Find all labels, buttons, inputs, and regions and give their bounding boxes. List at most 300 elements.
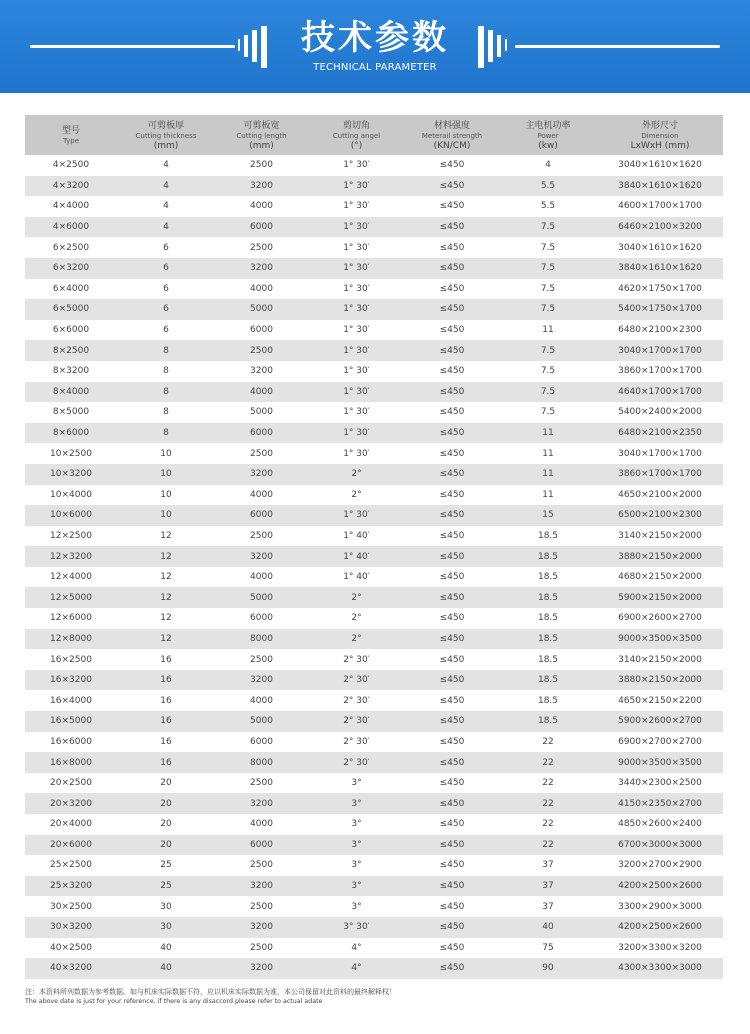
table-cell: 8 — [163, 345, 169, 356]
table-cell: 3° — [351, 778, 362, 789]
table-cell: ≤450 — [439, 160, 465, 171]
table-cell: 6 — [163, 304, 169, 315]
table-cell: 12×5000 — [50, 592, 92, 603]
table-cell: 6700×3000×3000 — [618, 839, 702, 850]
table-cell: ≤450 — [439, 942, 465, 953]
table-cell: 10×2500 — [50, 448, 92, 459]
column-header-en: Meterail strength — [421, 131, 483, 140]
table-cell: 5400×1750×1700 — [618, 304, 702, 315]
table-row — [25, 793, 723, 814]
table-cell: ≤450 — [439, 736, 465, 747]
table-cell: 22 — [542, 778, 554, 789]
table-cell: 1° 30′ — [343, 345, 370, 356]
table-cell: 3840×1610×1620 — [618, 180, 702, 191]
table-row — [25, 526, 723, 547]
header-right-bars-ornament — [478, 26, 514, 68]
table-cell: 3200 — [250, 922, 273, 933]
table-cell: 7.5 — [540, 386, 556, 397]
table-cell: 22 — [542, 839, 554, 850]
table-row — [25, 958, 723, 979]
table-cell: 12×8000 — [50, 633, 92, 644]
table-cell: 3860×1700×1700 — [618, 366, 702, 377]
table-cell: 4300×3300×3000 — [618, 963, 702, 974]
column-header-unit: (mm) — [153, 140, 179, 151]
table-cell: 3040×1700×1700 — [618, 448, 702, 459]
table-cell: 1° 30′ — [343, 304, 370, 315]
table-cell: ≤450 — [439, 901, 465, 912]
table-row — [25, 876, 723, 897]
table-cell: ≤450 — [439, 489, 465, 500]
table-cell: 3200 — [250, 881, 273, 892]
table-cell: 11 — [542, 448, 554, 459]
table-cell: 2500 — [250, 942, 273, 953]
table-cell: 30 — [160, 922, 172, 933]
table-row — [25, 320, 723, 341]
table-cell: 3° — [351, 819, 362, 830]
table-cell: 16 — [160, 736, 172, 747]
parameter-table-container — [25, 115, 723, 979]
table-row — [25, 670, 723, 691]
table-cell: 12×2500 — [50, 530, 92, 541]
table-cell: 1° 30′ — [343, 263, 370, 274]
table-cell: 1° 30′ — [343, 407, 370, 418]
table-cell: 1° 40′ — [343, 530, 370, 541]
table-cell: 10×4000 — [50, 489, 92, 500]
table-cell: 12 — [160, 572, 172, 583]
table-row — [25, 402, 723, 423]
table-cell: 12 — [160, 530, 172, 541]
table-cell: ≤450 — [439, 201, 465, 212]
table-cell: 16×2500 — [50, 654, 92, 665]
table-row — [25, 361, 723, 382]
table-row — [25, 423, 723, 444]
table-cell: 30×2500 — [50, 901, 92, 912]
table-cell: 16×3200 — [50, 675, 92, 686]
table-row — [25, 196, 723, 217]
table-cell: 2500 — [250, 654, 273, 665]
table-row — [25, 835, 723, 856]
table-cell: 6000 — [250, 510, 273, 521]
table-cell: 2° 30′ — [343, 716, 370, 727]
table-row — [25, 237, 723, 258]
table-cell: 8 — [163, 366, 169, 377]
table-cell: 18.5 — [537, 675, 559, 686]
table-row — [25, 917, 723, 938]
table-cell: 4×4000 — [52, 201, 90, 212]
table-cell: ≤450 — [439, 283, 465, 294]
table-cell: 7.5 — [540, 366, 556, 377]
table-cell: 8×4000 — [52, 386, 90, 397]
table-header — [25, 115, 723, 155]
table-cell: 4 — [163, 201, 169, 212]
table-row — [25, 608, 723, 629]
table-cell: 12 — [160, 613, 172, 624]
table-cell: 6 — [163, 325, 169, 336]
table-cell: ≤450 — [439, 798, 465, 809]
table-cell: 4000 — [250, 201, 273, 212]
footnote — [25, 987, 725, 1006]
table-cell: 5000 — [250, 716, 273, 727]
table-cell: ≤450 — [439, 469, 465, 480]
table-cell: 6×6000 — [52, 325, 90, 336]
table-cell: 5400×2400×2000 — [618, 407, 702, 418]
table-cell: ≤450 — [439, 263, 465, 274]
table-cell: 8 — [163, 428, 169, 439]
table-cell: ≤450 — [439, 345, 465, 356]
table-cell: 4000 — [250, 819, 273, 830]
table-cell: 6000 — [250, 222, 273, 233]
column-header-zh: 型号 — [61, 126, 80, 136]
table-cell: 4000 — [250, 695, 273, 706]
table-cell: 25×3200 — [50, 881, 92, 892]
table-cell: 1° 30′ — [343, 448, 370, 459]
table-cell: ≤450 — [439, 572, 465, 583]
table-cell: 1° 30′ — [343, 283, 370, 294]
table-cell: 8000 — [250, 633, 273, 644]
table-cell: 22 — [542, 798, 554, 809]
column-header — [499, 115, 597, 155]
table-cell: 6000 — [250, 613, 273, 624]
table-cell: 10 — [160, 469, 172, 480]
table-cell: 4° — [351, 963, 362, 974]
table-cell: 2500 — [250, 901, 273, 912]
table-cell: ≤450 — [439, 592, 465, 603]
table-cell: 4 — [163, 160, 169, 171]
table-cell: 15 — [542, 510, 554, 521]
table-row — [25, 464, 723, 485]
table-row — [25, 546, 723, 567]
table-cell: 20 — [160, 839, 172, 850]
column-header — [117, 115, 215, 155]
table-cell: 40 — [160, 942, 172, 953]
table-cell: 3° — [351, 798, 362, 809]
table-cell: 20 — [160, 798, 172, 809]
table-cell: 16 — [160, 675, 172, 686]
table-cell: 6500×2100×2300 — [618, 510, 702, 521]
table-cell: 4×3200 — [52, 180, 90, 191]
table-cell: 6000 — [250, 736, 273, 747]
table-cell: 1° 30′ — [343, 386, 370, 397]
table-cell: 6000 — [250, 325, 273, 336]
table-row — [25, 299, 723, 320]
table-cell: ≤450 — [439, 510, 465, 521]
table-row — [25, 258, 723, 279]
table-cell: 2500 — [250, 448, 273, 459]
table-cell: 2° — [351, 633, 362, 644]
table-cell: 6×3200 — [52, 263, 90, 274]
table-cell: 2500 — [250, 530, 273, 541]
page-subtitle: TECHNICAL PARAMETER — [313, 62, 437, 73]
table-row — [25, 279, 723, 300]
table-cell: 3° — [351, 839, 362, 850]
table-cell: 6×5000 — [52, 304, 90, 315]
table-cell: ≤450 — [439, 860, 465, 871]
table-cell: 2500 — [250, 242, 273, 253]
table-cell: 2° 30′ — [343, 675, 370, 686]
table-cell: 3880×2150×2000 — [618, 675, 702, 686]
table-cell: ≤450 — [439, 675, 465, 686]
table-cell: ≤450 — [439, 716, 465, 727]
table-cell: 5.5 — [540, 201, 556, 212]
table-cell: 20×3200 — [50, 798, 92, 809]
table-cell: 7.5 — [540, 345, 556, 356]
column-header-unit: (kw) — [538, 140, 558, 151]
table-cell: 2° — [351, 489, 362, 500]
table-row — [25, 773, 723, 794]
table-cell: 6 — [163, 283, 169, 294]
footnote-zh: 注：本资料所列数据为参考数据。如与机床实际数据不符，应以机床实际数据为准，本公司保留对此资料的最终解释权！ — [25, 988, 396, 996]
table-row — [25, 443, 723, 464]
table-cell: 4×6000 — [52, 222, 90, 233]
table-row — [25, 382, 723, 403]
table-cell: 7.5 — [540, 222, 556, 233]
table-cell: 2° — [351, 613, 362, 624]
table-row — [25, 938, 723, 959]
table-cell: 6480×2100×2300 — [618, 325, 702, 336]
column-header-zh: 剪切角 — [342, 120, 370, 131]
table-cell: ≤450 — [439, 633, 465, 644]
table-cell: 3440×2300×2500 — [618, 778, 702, 789]
table-cell: 10 — [160, 489, 172, 500]
table-cell: 7.5 — [540, 407, 556, 418]
table-cell: 3140×2150×2000 — [618, 654, 702, 665]
table-cell: 4×2500 — [52, 160, 90, 171]
table-cell: 2500 — [250, 160, 273, 171]
table-row — [25, 896, 723, 917]
table-cell: 4850×2600×2400 — [618, 819, 702, 830]
table-row — [25, 176, 723, 197]
table-cell: 3040×1610×1620 — [618, 242, 702, 253]
column-header-unit: (°) — [350, 140, 363, 151]
table-cell: 1° 30′ — [343, 180, 370, 191]
table-cell: 18.5 — [537, 551, 559, 562]
table-cell: 18.5 — [537, 572, 559, 583]
column-header-en: Type — [62, 137, 80, 145]
parameter-table — [25, 115, 723, 979]
table-cell: 3200 — [250, 180, 273, 191]
column-header-unit: LxWxH (mm) — [630, 140, 690, 151]
table-cell: 3140×2150×2000 — [618, 530, 702, 541]
table-cell: 18.5 — [537, 592, 559, 603]
table-cell: 22 — [542, 757, 554, 768]
table-cell: 8 — [163, 407, 169, 418]
column-header — [405, 115, 499, 155]
table-cell: 16 — [160, 716, 172, 727]
table-cell: 11 — [542, 325, 554, 336]
table-cell: 3200 — [250, 551, 273, 562]
table-cell: 4650×2100×2000 — [618, 489, 702, 500]
table-cell: 3° — [351, 860, 362, 871]
table-row — [25, 855, 723, 876]
table-cell: 4150×2350×2700 — [618, 798, 702, 809]
table-cell: 6900×2700×2700 — [618, 736, 702, 747]
table-cell: ≤450 — [439, 757, 465, 768]
table-cell: 40 — [542, 922, 554, 933]
table-cell: 6000 — [250, 428, 273, 439]
table-cell: 16 — [160, 654, 172, 665]
header-right-line — [515, 45, 720, 48]
column-header — [308, 115, 405, 155]
table-cell: 8×5000 — [52, 407, 90, 418]
table-row — [25, 711, 723, 732]
column-header-en: Dimension — [641, 131, 679, 140]
table-cell: 11 — [542, 489, 554, 500]
table-cell: 4680×2150×2000 — [618, 572, 702, 583]
column-header-zh: 可剪板厚 — [147, 120, 184, 131]
table-cell: 4000 — [250, 489, 273, 500]
table-cell: 20×6000 — [50, 839, 92, 850]
table-cell: 10×6000 — [50, 510, 92, 521]
table-cell: 4 — [163, 222, 169, 233]
table-cell: 3200 — [250, 675, 273, 686]
table-cell: 2500 — [250, 345, 273, 356]
table-cell: 3040×1700×1700 — [618, 345, 702, 356]
table-cell: 8000 — [250, 757, 273, 768]
table-cell: 4000 — [250, 572, 273, 583]
table-cell: 3° — [351, 901, 362, 912]
table-cell: 7.5 — [540, 283, 556, 294]
table-cell: 6 — [163, 263, 169, 274]
table-cell: 8 — [163, 386, 169, 397]
table-cell: 9000×3500×3500 — [618, 757, 702, 768]
table-cell: 12×3200 — [50, 551, 92, 562]
table-cell: 16×8000 — [50, 757, 92, 768]
table-cell: 1° 40′ — [343, 572, 370, 583]
table-cell: 4640×1700×1700 — [618, 386, 702, 397]
table-cell: ≤450 — [439, 222, 465, 233]
table-cell: 3200 — [250, 798, 273, 809]
table-cell: 8×2500 — [52, 345, 90, 356]
column-header-en: Cutting length — [236, 131, 287, 140]
table-cell: 18.5 — [537, 695, 559, 706]
table-cell: 4200×2500×2600 — [618, 922, 702, 933]
table-cell: 6000 — [250, 839, 273, 850]
table-cell: 18.5 — [537, 613, 559, 624]
table-cell: ≤450 — [439, 551, 465, 562]
table-cell: 37 — [542, 860, 554, 871]
table-row — [25, 505, 723, 526]
table-cell: 3840×1610×1620 — [618, 263, 702, 274]
table-cell: 7.5 — [540, 242, 556, 253]
table-cell: 30×3200 — [50, 922, 92, 933]
table-cell: 2° 30′ — [343, 757, 370, 768]
table-cell: 7.5 — [540, 304, 556, 315]
table-cell: 1° 30′ — [343, 366, 370, 377]
table-cell: ≤450 — [439, 778, 465, 789]
table-cell: 20×4000 — [50, 819, 92, 830]
table-cell: 4000 — [250, 283, 273, 294]
table-cell: 25×2500 — [50, 860, 92, 871]
table-cell: 1° 30′ — [343, 325, 370, 336]
table-cell: 40×3200 — [50, 963, 92, 974]
table-cell: 18.5 — [537, 654, 559, 665]
table-cell: 16×4000 — [50, 695, 92, 706]
table-cell: 3° — [351, 881, 362, 892]
table-cell: 18.5 — [537, 530, 559, 541]
table-cell: 8×3200 — [52, 366, 90, 377]
table-cell: 16×6000 — [50, 736, 92, 747]
table-cell: ≤450 — [439, 819, 465, 830]
table-cell: 16×5000 — [50, 716, 92, 727]
table-row — [25, 629, 723, 650]
table-cell: 4600×1700×1700 — [618, 201, 702, 212]
table-cell: 4 — [545, 160, 551, 171]
table-cell: 3880×2150×2000 — [618, 551, 702, 562]
table-row — [25, 814, 723, 835]
column-header-unit: (mm) — [249, 140, 274, 151]
table-cell: 4° — [351, 942, 362, 953]
table-row — [25, 485, 723, 506]
table-cell: ≤450 — [439, 407, 465, 418]
table-cell: 2° — [351, 469, 362, 480]
table-row — [25, 690, 723, 711]
table-cell: 90 — [542, 963, 554, 974]
table-cell: 5000 — [250, 304, 273, 315]
table-cell: 1° 40′ — [343, 551, 370, 562]
table-cell: ≤450 — [439, 881, 465, 892]
table-cell: 37 — [542, 901, 554, 912]
table-cell: 5900×2150×2000 — [618, 592, 702, 603]
table-cell: ≤450 — [439, 839, 465, 850]
column-header-zh: 主电机功率 — [525, 120, 571, 131]
table-body — [25, 155, 723, 979]
table-cell: 8×6000 — [52, 428, 90, 439]
table-cell: 10 — [160, 510, 172, 521]
column-header — [215, 115, 308, 155]
table-row — [25, 752, 723, 773]
table-cell: 6×2500 — [52, 242, 90, 253]
table-cell: ≤450 — [439, 695, 465, 706]
table-cell: 40×2500 — [50, 942, 92, 953]
table-row — [25, 340, 723, 361]
table-cell: 30 — [160, 901, 172, 912]
table-cell: 37 — [542, 881, 554, 892]
table-cell: ≤450 — [439, 304, 465, 315]
table-cell: 25 — [160, 860, 172, 871]
table-cell: 22 — [542, 819, 554, 830]
table-cell: ≤450 — [439, 428, 465, 439]
table-cell: 3200 — [250, 263, 273, 274]
table-cell: ≤450 — [439, 448, 465, 459]
table-cell: 20×2500 — [50, 778, 92, 789]
table-cell: ≤450 — [439, 386, 465, 397]
table-cell: 12×4000 — [50, 572, 92, 583]
table-row — [25, 732, 723, 753]
table-cell: 2° — [351, 592, 362, 603]
table-cell: 4200×2500×2600 — [618, 881, 702, 892]
table-cell: 40 — [160, 963, 172, 974]
table-cell: 6480×2100×2350 — [618, 428, 702, 439]
table-cell: 1° 30′ — [343, 222, 370, 233]
table-cell: 12 — [160, 633, 172, 644]
table-cell: 75 — [542, 942, 554, 953]
footnote-en: The above date is just for your reference, if there is any disaccord please refer to actual adate — [25, 998, 323, 1005]
table-cell: 12 — [160, 592, 172, 603]
table-cell: 1° 30′ — [343, 428, 370, 439]
table-cell: 5000 — [250, 592, 273, 603]
table-cell: 11 — [542, 428, 554, 439]
header-banner — [0, 0, 750, 93]
column-header-en: Cutting thickness — [135, 131, 197, 140]
table-cell: ≤450 — [439, 180, 465, 191]
table-cell: 5000 — [250, 407, 273, 418]
table-cell: ≤450 — [439, 530, 465, 541]
table-cell: 3° 30′ — [343, 922, 370, 933]
table-cell: ≤450 — [439, 366, 465, 377]
table-cell: 6×4000 — [52, 283, 90, 294]
table-row — [25, 217, 723, 238]
table-cell: ≤450 — [439, 963, 465, 974]
